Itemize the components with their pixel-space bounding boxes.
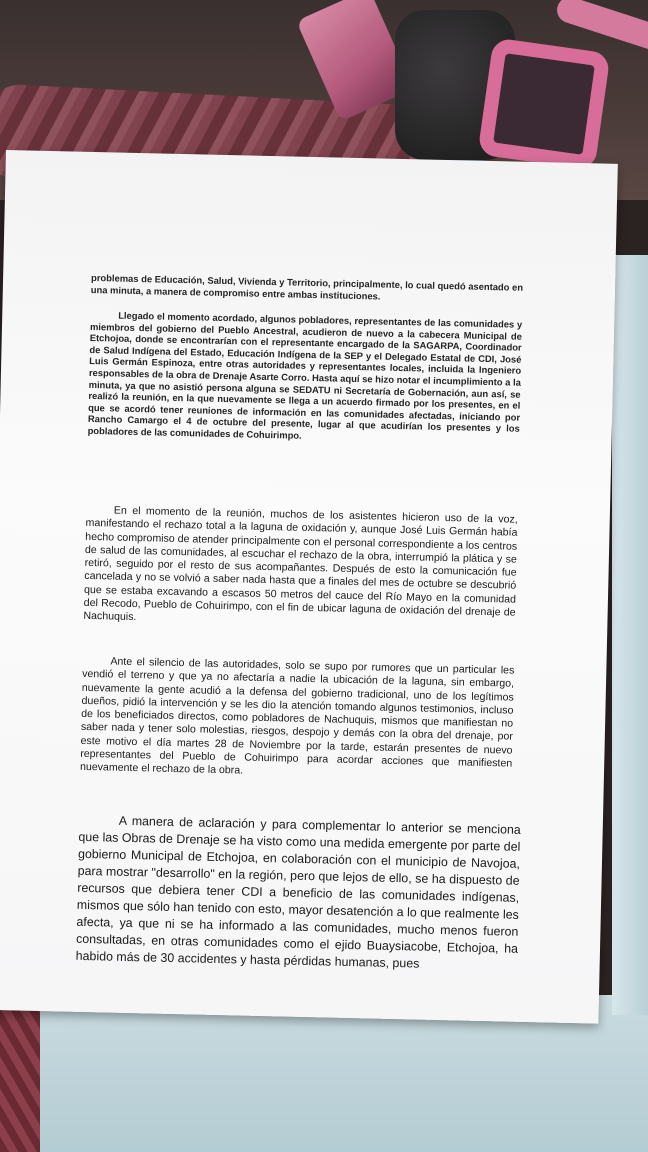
paragraph-4-text: Ante el silencio de las autoridades, solo se supo por rumores que un particular les vendió el terreno y que ya no afectaría a nadie la ubicación de la laguna, sin embargo, nuevamente la gente acudió a la defensa del gobierno tradicional, uno de los legítimos dueños, pidió la intervención y se les dio la atención tomando algunos testimonios, incluso de los beneficiados directos, como pobladores de Nachuquis, mismos que manifiestan no saber nada y tener solo molestias, riesgos, despojo y demás con la obra del drenaje, por este motivo el día martes 28 de Noviembre por la tarde, estarán presentes de nuevo representantes del Pueblo de Cohuirimpo para acordar acciones que manifiesten nuevamente el rechazo de la obra. (79, 655, 515, 777)
paragraph-5-text: A manera de aclaración y para complementar lo anterior se menciona que las Obras de Drenaje se ha visto como una medida emergente por parte del gobierno Municipal de Etchojoa, en colaboración con el municipio de Navojoa, para mostrar "desarrollo" en la región, pero que lejos de ello, se ha dispuesto de recursos que debiera tener CDI a beneficio de las comunidades indígenas, mismos que sólo han tenido con esto, mayor desatención a lo que realmente les afecta, ya que ni se ha informado a las comunidades, mucho menos fueron consultadas, en otras comunidades como el ejido Buaysiacobe, Etchojoa, ha habido más de 30 accidentes y hasta pérdidas humanas, pues (75, 813, 521, 971)
paragraph-3-text: En el momento de la reunión, muchos de los asistentes hicieron uso de la voz, manifestando el rechazo total a la laguna de oxidación y, aunque José Luis Germán había hecho compromiso de atender principalmente con el personal correspondiente a los centros de salud de las comunidades, al escuchar el rechazo de la obra, interrumpió la plática y se retiró, seguido por el resto de sus acompañantes. Después de esto la comunicación fue cancelada y no se volvió a saber nada hasta que a finales del mes de octubre se descubrió que se estaba excavando a escasos 50 metros del cauce del Río Mayo en la comunidad del Recodo, Pueblo de Cohuirimpo, con el fin de ubicar laguna de oxidación del drenaje de Nachuquis. (83, 504, 518, 624)
pink-clip (477, 37, 610, 170)
paragraph-2-text: Llegado el momento acordado, algunos pobladores, representantes de las comunidades y miembros del gobierno del Pueblo Ancestral, acudieron de nuevo a la cabecera Municipal de Etchojoa, donde se encontrarían con el representante encargado de la SAGARPA, Coordinador de Salud Indígena del Estado, Educación Indígena de la SEP y el Delegado Estatal de CDI, José Luis Germán Espinoza, entre otras autoridades y representantes locales, incluida la Ingeniero responsables de la obra de Drenaje Asarte Corro. Hasta aquí se hizo notar el incumplimiento a la minuta, ya que no asistió persona alguna se SEDATU ni Secretaría de Gobernación, aun así, se realizó la reunión, en la que nuevamente se llega a un acuerdo firmado por los presentes, en el que se acordó tener reuniones de información en las comunidades afectadas, iniciando por Rancho Camargo el 4 de octubre del presente, lugar al que acudirían los presentes y los pobladores de las comunidades de Cohuirimpo. (87, 309, 523, 441)
paragraph-2 (88, 309, 523, 446)
chair-leg (0, 1010, 45, 1152)
desk-edge (612, 255, 648, 1015)
paragraph-1: problemas de Educación, Salud, Vivienda y Territorio, principalmente, lo cual quedó asentado en una minuta, a manera de compromiso entre ambas instituciones. (90, 271, 524, 302)
paragraph-3 (83, 504, 518, 633)
paragraph-5 (76, 812, 521, 975)
paper-sheet (0, 150, 618, 1024)
paragraph-4 (80, 655, 515, 784)
